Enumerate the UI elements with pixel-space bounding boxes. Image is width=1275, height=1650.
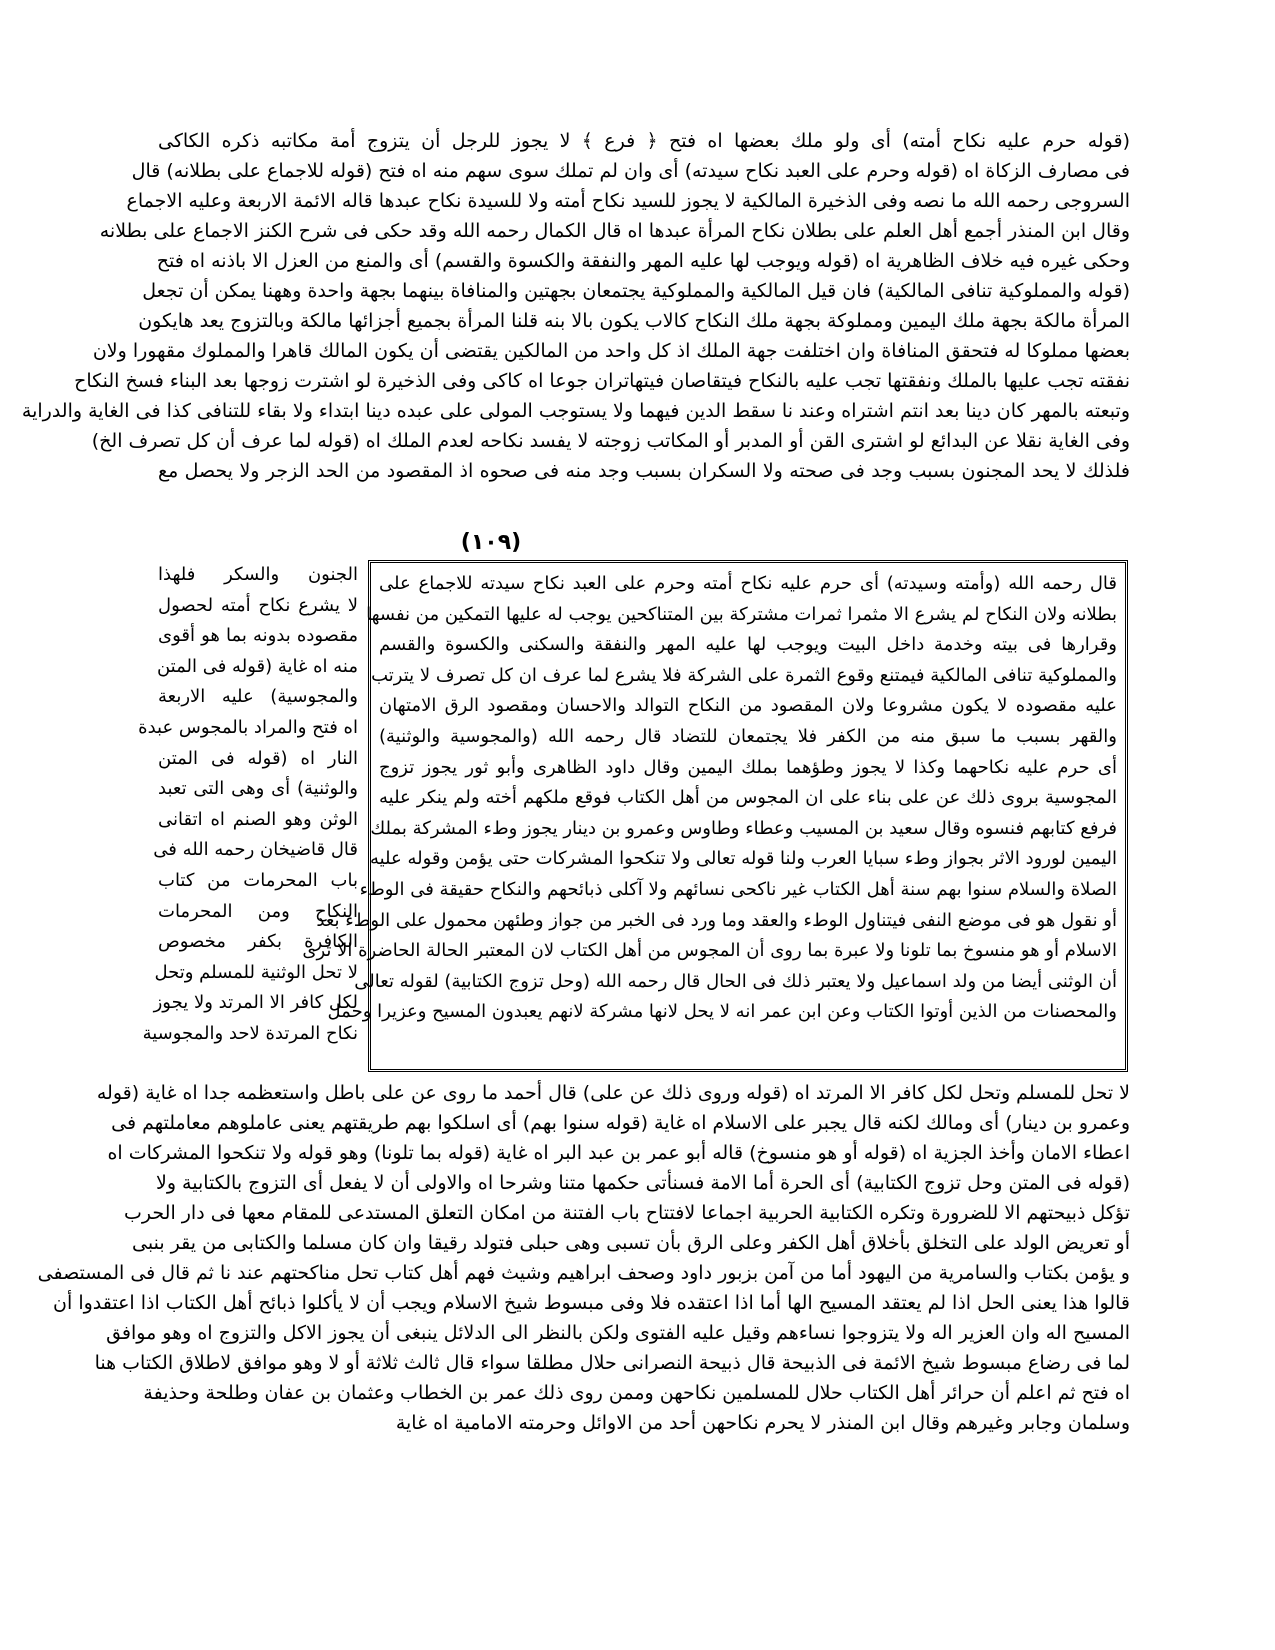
text-line: و يؤمن بكتاب والسامرية من اليهود أما من آمن بزبور داود وصحف ابراهيم وشيث فهم أهل كتاب تحل مناكحتهم عند نا ثم قال فى المستصفى xyxy=(37,1262,1130,1284)
text-line: فى مصارف الزكاة اه (قوله وحرم على العبد نكاح سيدته) أى وان لم تملك سوى سهم منه اه فتح (قوله للاجماع على بطلانه) قال xyxy=(131,160,1130,182)
text-line: بطلانه ولان النكاح لم يشرع الا مثمرا ثمرات مشتركة بين المتناكحين يوجب له عليها التمكين من نفسها xyxy=(366,603,1117,625)
text-line: عليه مقصوده لا يكون مشروعا ولان المقصود من النكاح التوالد والاحسان ومقصود الرق الامتهان xyxy=(379,695,1117,717)
text-line: وعمرو بن دينار) أى ومالك لكنه قال يجبر على الاسلام اه غاية (قوله سنوا بهم) أى اسلكوا بهم طريقتهم يعنى عاملوهم معاملتهم فى xyxy=(111,1112,1130,1134)
text-line: فرفع كتابهم فنسوه وقال سعيد بن المسيب وعطاء وطاوس وعمرو بن دينار يجوز وطء المشركة بملك xyxy=(370,817,1117,839)
text-line: قالوا هذا يعنى الحل اذا لم يعتقد المسيح الها أما اذا اعتقده فلا وفى مبسوط شيخ الاسلام ويجب أن لا يأكلوا ذبائح أهل الكتاب اذا اعتقدوا أن xyxy=(53,1292,1130,1314)
text-line: وفى الغاية نقلا عن البدائع لو اشترى القن أو المدبر أو المكاتب زوجته لا يفسد نكاحه لعدم الملك اه (قوله لما عرف أن كل تصرف الخ) xyxy=(91,430,1130,452)
text-line: (قوله فى المتن وحل تزوج الكتابية) أى الحرة أما الامة فسنأتى حكمها متنا وشرحا اه والاولى أن لا يفعل أى التزوج بالكتابية ولا xyxy=(155,1172,1130,1194)
text-line: لا يشرع نكاح أمته لحصول xyxy=(158,594,358,616)
text-line: وقال ابن المنذر أجمع أهل العلم على بطلان نكاح المرأة عبدها اه قال الكمال رحمه الله وقد حكى فى شرح الكنز الاجماع على بطلانه xyxy=(99,220,1130,242)
text-line: مقصوده بدونه بما هو أقوى xyxy=(158,625,358,647)
text-line: أو نقول هو فى موضع النفى فيتناول الوطء والعقد وما ورد فى الخبر من جواز وطئهن محمول على الوطء بعد xyxy=(316,909,1117,931)
text-line: وقرارها فى بيته وخدمة داخل البيت ويوجب لها عليه المهر والنفقة والسكنى والكسوة والقسم xyxy=(379,634,1117,656)
main-text-box xyxy=(302,560,1128,1072)
text-line: المسيح اله وان العزير اله ولا يتزوجوا نساءهم وقيل عليه الفتوى ولكن بالنظر الى الدلائل ينبغى أن يجوز الاكل والتزوج اه وهو موافق xyxy=(106,1322,1130,1344)
text-line: (قوله والمملوكية تنافى المالكية) فان قيل المالكية والمملوكية يجتمعان بجهتين والمنافاة بينهما بجهة واحدة وههنا يمكن أن تجعل xyxy=(142,280,1130,302)
text-line: الصلاة والسلام سنوا بهم سنة أهل الكتاب غير ناكحى نسائهم ولا آكلى ذبائحهم والنكاح حقيقة فى الوطء xyxy=(359,878,1117,900)
text-line: وتبعته بالمهر كان دينا بعد انتم اشتراه وعند نا سقط الدين فيهما ولا يستوجب المولى على عبده دينا ابتداء ولا بقاء للتنافى كذا فى الغاية والدراية xyxy=(21,400,1130,422)
text-line: لما فى رضاع مبسوط شيخ الائمة فى الذبيحة قال ذبيحة النصرانى حلال مطلقا سواء قال ثالث ثلاثة أو لا وهو موافق لاطلاق الكتاب هنا xyxy=(94,1352,1130,1374)
text-line: الاسلام أو هو منسوخ بما تلونا ولا عبرة بما روى أن المجوس من أهل الكتاب لان المعتبر الحالة الحاضرة الا ترى xyxy=(302,940,1117,962)
text-line: أى حرم عليه نكاحهما وكذا لا يجوز وطؤهما بملك اليمين وقال داود الظاهرى وأبو ثور يجوز تزوج xyxy=(379,756,1117,778)
text-line: المرأة مالكة بجهة ملك اليمين ومملوكة بجهة ملك النكاح كالاب يكون بالا بنه قلنا المرأة بجميع أجزائها مالكة وبالتزوج يعد هايكون xyxy=(138,310,1130,332)
text-line: السروجى رحمه الله ما نصه وفى الذخيرة المالكية لا يجوز للسيد نكاح أمته ولا للسيدة نكاح عبدها قاله الائمة الاربعة وعليه الاجماع xyxy=(126,190,1130,212)
text-line: بعضها مملوكا له فتحقق المنافاة وان اختلفت جهة الملك اذ كل واحد من المالكين يقتضى أن يكون المالك قاهرا والمملوك مقهورا ولان xyxy=(92,340,1130,362)
text-line: اه فتح ثم اعلم أن حرائر أهل الكتاب حلال للمسلمين نكاحهن وممن روى ذلك عمر بن الخطاب وعثمان بن عفان وطلحة وحذيفة xyxy=(143,1382,1130,1404)
text-line: والوثنية) أى وهى التى تعبد xyxy=(158,778,358,800)
text-line: والمملوكية تنافى المالكية فيمتنع وقوع الثمرة على الشركة فلا يشرع لما عرف ان كل تصرف لا يترتب xyxy=(371,664,1117,686)
text-line: والمجوسية) عليه الاربعة xyxy=(158,686,358,708)
text-line: اه فتح والمراد بالمجوس عبدة xyxy=(138,716,358,738)
text-line: لكل كافر الا المرتد ولا يجوز xyxy=(153,992,358,1014)
text-line: وسلمان وجابر وغيرهم وقال ابن المنذر لا يحرم نكاحهن أحد من الاوائل وحرمته الامامية اه غاية xyxy=(395,1412,1130,1434)
text-line: النار اه (قوله فى المتن xyxy=(158,747,358,769)
margin-commentary xyxy=(138,560,358,1072)
text-line: والمحصنات من الذين أوتوا الكتاب وعن ابن عمر انه لا يحل لانها مشركة لانهم يعبدون المسيح وعزيرا وحمل xyxy=(327,1001,1117,1023)
text-line: منه اه غاية (قوله فى المتن xyxy=(156,655,358,677)
bottom-commentary xyxy=(37,1078,1130,1478)
text-line: قال قاضيخان رحمه الله فى xyxy=(153,839,358,861)
text-line: أو تعريض الولد على التخلق بأخلاق أهل الكفر وعلى الرق بأن تسبى وهى حبلى فتولد رقيقا وان كان مسلما والكتابى من يقر بنبى xyxy=(132,1232,1130,1254)
text-line: لا تحل الوثنية للمسلم وتحل xyxy=(154,961,358,983)
text-line: اعطاء الامان وأخذ الجزية اه (قوله أو هو منسوخ) قاله أبو عمر بن عبد البر اه غاية (قوله بما تلونا) وهو قوله ولا تنكحوا المشركات اه xyxy=(107,1142,1130,1164)
text-line: الوثن وهو الصنم اه اتقانى xyxy=(158,808,358,830)
text-line: أن الوثنى أيضا من ولد اسماعيل ولا يعتبر ذلك فى الحال قال رحمه الله (وحل تزوج الكتابية) لقوله تعالى xyxy=(354,970,1117,992)
text-line: قال رحمه الله (وأمته وسيدته) أى حرم عليه نكاح أمته وحرم على العبد نكاح سيدته للاجماع على xyxy=(379,573,1117,594)
text-line: النكاح ومن المحرمات xyxy=(158,900,358,922)
page-number: (١٠٩) xyxy=(446,528,536,558)
top-commentary xyxy=(21,126,1130,560)
text-line: المجوسية بروى ذلك عن على بناء على ان المجوس من أهل الكتاب فوقع ملكهم أخته ولم ينكر عليه xyxy=(379,787,1117,809)
text-line: والقهر بسبب ما سبق منه من الكفر فلا يجتمعان للتضاد قال رحمه الله (والمجوسية والوثنية) xyxy=(379,725,1117,747)
text-line: نكاح المرتدة لاحد والمجوسية xyxy=(142,1022,358,1044)
text-line: لا تحل للمسلم وتحل لكل كافر الا المرتد اه (قوله وروى ذلك عن على) قال أحمد ما روى عن على باطل واستعظمه جدا اه غاية (قوله xyxy=(96,1082,1130,1104)
text-line: الجنون والسكر فلهذا xyxy=(158,564,358,585)
text-line: فلذلك لا يحد المجنون بسبب وجد فى صحته ولا السكران بسبب وجد منه فى صحوه اذ المقصود من الحد الزجر ولا يحصل مع xyxy=(158,460,1130,482)
text-line: وحكى غيره فيه خلاف الظاهرية اه (قوله ويوجب لها عليه المهر والنفقة والكسوة والقسم) أى والمنع من العزل الا باذنه اه فتح xyxy=(156,250,1130,272)
text-line: نفقته تجب عليها بالملك ونفقتها تجب عليه بالنكاح فيتقاصان فيتهاتران جوعا اه كاكى وفى الذخيرة لو اشترت زوجها بعد البناء فسخ النكاح xyxy=(74,370,1130,392)
text-line: اليمين لورود الاثر بجواز وطء سبايا العرب ولنا قوله تعالى ولا تنكحوا المشركات حتى يؤمن وقوله عليه xyxy=(369,848,1117,870)
text-line: باب المحرمات من كتاب xyxy=(158,869,358,891)
text-line: تؤكل ذبيحتهم الا للضرورة وتكره الكتابية الحربية اجماعا لافتتاح باب الفتنة من امكان التعلق المستدعى للمقام معها فى دار الحرب xyxy=(124,1202,1130,1224)
text-line: الكافرة بكفر مخصوص xyxy=(158,931,358,953)
text-line: (قوله حرم عليه نكاح أمته) أى ولو ملك بعضها اه فتح ﴿ فرع ﴾ لا يجوز للرجل أن يتزوج أمة مكاتبه ذكره الكاكى xyxy=(158,130,1130,152)
